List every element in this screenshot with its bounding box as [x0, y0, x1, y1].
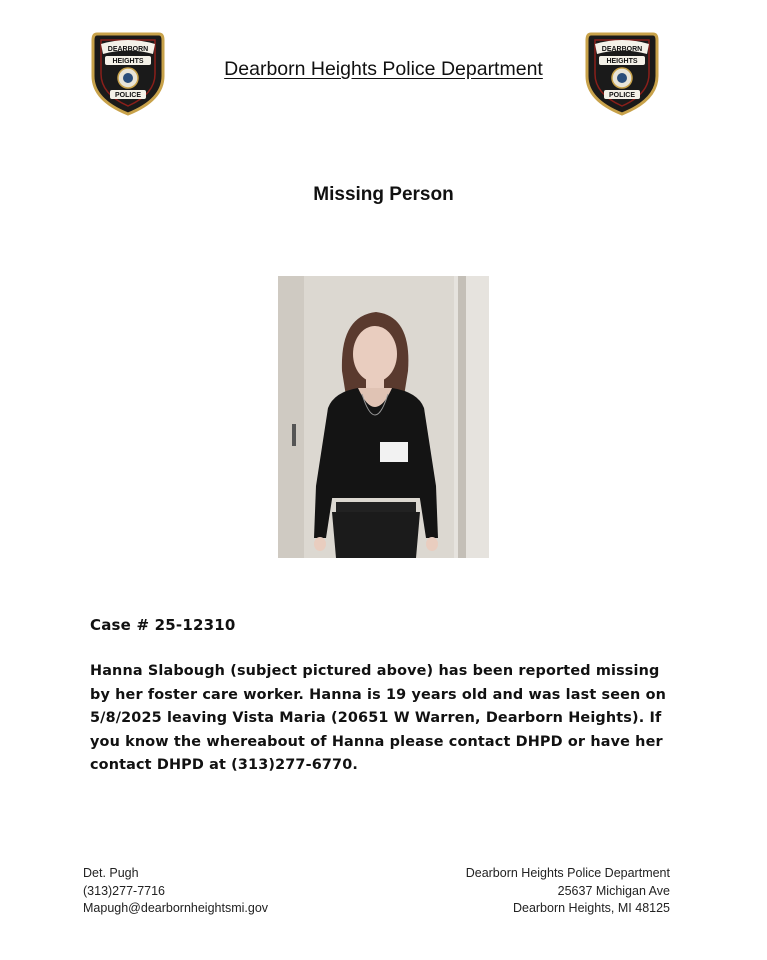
description-line: 5/8/2025 leaving Vista Maria (20651 W Warren, Dearborn Heights). If — [90, 710, 662, 726]
contact-email: Mapugh@dearbornheightsmi.gov — [83, 901, 269, 915]
contact-phone: (313)277-7716 — [83, 883, 166, 898]
case-description — [90, 660, 680, 778]
department-street: 25637 Michigan Ave — [557, 883, 670, 898]
document-title: Missing Person — [313, 184, 454, 205]
department-name: Dearborn Heights Police Department — [465, 866, 670, 880]
department-title: Dearborn Heights Police Department — [224, 58, 543, 80]
case-number: Case # 25-12310 — [90, 616, 236, 634]
footer-contact — [83, 865, 268, 918]
badge-middle-text: HEIGHTS — [606, 58, 638, 65]
badge-middle-text: HEIGHTS — [112, 58, 144, 65]
badge-bottom-text: POLICE — [114, 92, 142, 99]
police-badge-right — [585, 30, 659, 116]
footer-department-address — [466, 865, 670, 918]
contact-name: Det. Pugh — [83, 866, 139, 880]
badge-top-text: DEARBORN — [107, 46, 149, 53]
description-line: you know the whereabout of Hanna please contact DHPD or have her — [90, 733, 663, 750]
badge-top-text: DEARBORN — [601, 46, 643, 53]
description-line: Hanna Slabough (subject pictured above) has been reported missing — [90, 663, 660, 679]
description-line: by her foster care worker. Hanna is 19 years old and was last seen on — [90, 686, 667, 703]
department-city: Dearborn Heights, MI 48125 — [512, 901, 670, 915]
description-line: contact DHPD at (313)277-6770. — [90, 757, 358, 773]
badge-bottom-text: POLICE — [608, 92, 636, 99]
missing-person-photo — [278, 276, 489, 558]
